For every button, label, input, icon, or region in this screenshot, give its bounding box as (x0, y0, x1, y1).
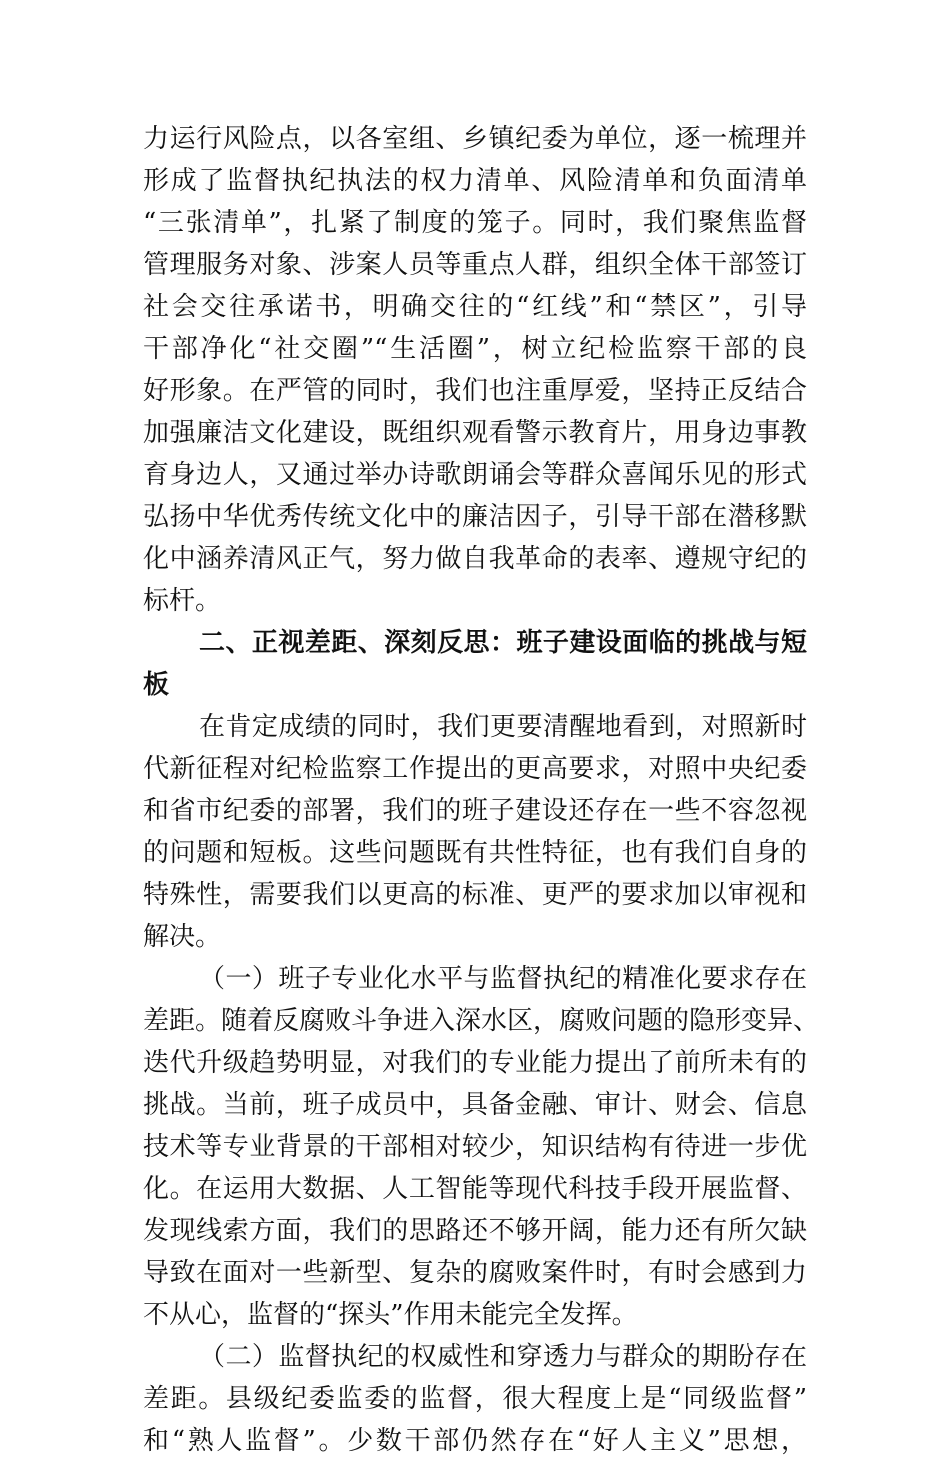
paragraph-line: “三张清单”，扎紧了制度的笼子。同时，我们聚焦监督 (143, 208, 807, 238)
paragraph-line: 和“熟人监督”。少数干部仍然存在“好人主义”思想， (143, 1426, 807, 1456)
paragraph-line: 加强廉洁文化建设，既组织观看警示教育片，用身边事教 (143, 418, 807, 448)
paragraph-line: 解决。 (143, 922, 222, 952)
paragraph-line: 特殊性，需要我们以更高的标准、更严的要求加以审视和 (143, 880, 807, 910)
paragraph-line: 代新征程对纪检监察工作提出的更高要求，对照中央纪委 (143, 754, 807, 784)
document-body (143, 118, 820, 1462)
subheading-line: （二）监督执纪的权威性和穿透力与群众的期盼存在 (199, 1342, 807, 1372)
paragraph-line: 化中涵养清风正气，努力做自我革命的表率、遵规守纪的 (143, 544, 807, 574)
paragraph-line: 挑战。当前，班子成员中，具备金融、审计、财会、信息 (143, 1090, 807, 1120)
paragraph-line: 不从心，监督的“探头”作用未能完全发挥。 (143, 1300, 638, 1330)
paragraph-line: 管理服务对象、涉案人员等重点人群，组织全体干部签订 (143, 250, 807, 280)
paragraph-line: 技术等专业背景的干部相对较少，知识结构有待进一步优 (143, 1132, 807, 1162)
paragraph-line: 形成了监督执纪执法的权力清单、风险清单和负面清单 (143, 166, 807, 196)
paragraph-line: 和省市纪委的部署，我们的班子建设还存在一些不容忽视 (143, 796, 807, 826)
paragraph-line: 差距。随着反腐败斗争进入深水区，腐败问题的隐形变异、 (143, 1006, 820, 1036)
paragraph-line: 在肯定成绩的同时，我们更要清醒地看到，对照新时 (199, 712, 807, 742)
section-heading: 板 (143, 670, 170, 700)
paragraph-line: 标杆。 (143, 586, 222, 616)
paragraph-line: 的问题和短板。这些问题既有共性特征，也有我们自身的 (143, 838, 807, 868)
paragraph-line: 弘扬中华优秀传统文化中的廉洁因子，引导干部在潜移默 (143, 502, 807, 532)
paragraph-line: 发现线索方面，我们的思路还不够开阔，能力还有所欠缺 (143, 1216, 807, 1246)
paragraph-line: 干部净化“社交圈”“生活圈”，树立纪检监察干部的良 (143, 334, 807, 364)
section-heading: 二、正视差距、深刻反思：班子建设面临的挑战与短 (199, 628, 807, 658)
paragraph-line: 力运行风险点，以各室组、乡镇纪委为单位，逐一梳理并 (143, 124, 807, 154)
paragraph-line: 社会交往承诺书，明确交往的“红线”和“禁区”，引导 (143, 292, 807, 322)
paragraph-line: 育身边人，又通过举办诗歌朗诵会等群众喜闻乐见的形式 (143, 460, 807, 490)
paragraph-line: 迭代升级趋势明显，对我们的专业能力提出了前所未有的 (143, 1048, 807, 1078)
paragraph-line: 化。在运用大数据、人工智能等现代科技手段开展监督、 (143, 1174, 807, 1204)
paragraph-line: 导致在面对一些新型、复杂的腐败案件时，有时会感到力 (143, 1258, 807, 1288)
paragraph-line: 好形象。在严管的同时，我们也注重厚爱，坚持正反结合 (143, 376, 807, 406)
subheading-line: （一）班子专业化水平与监督执纪的精准化要求存在 (199, 964, 807, 994)
paragraph-line: 差距。县级纪委监委的监督，很大程度上是“同级监督” (143, 1384, 807, 1414)
